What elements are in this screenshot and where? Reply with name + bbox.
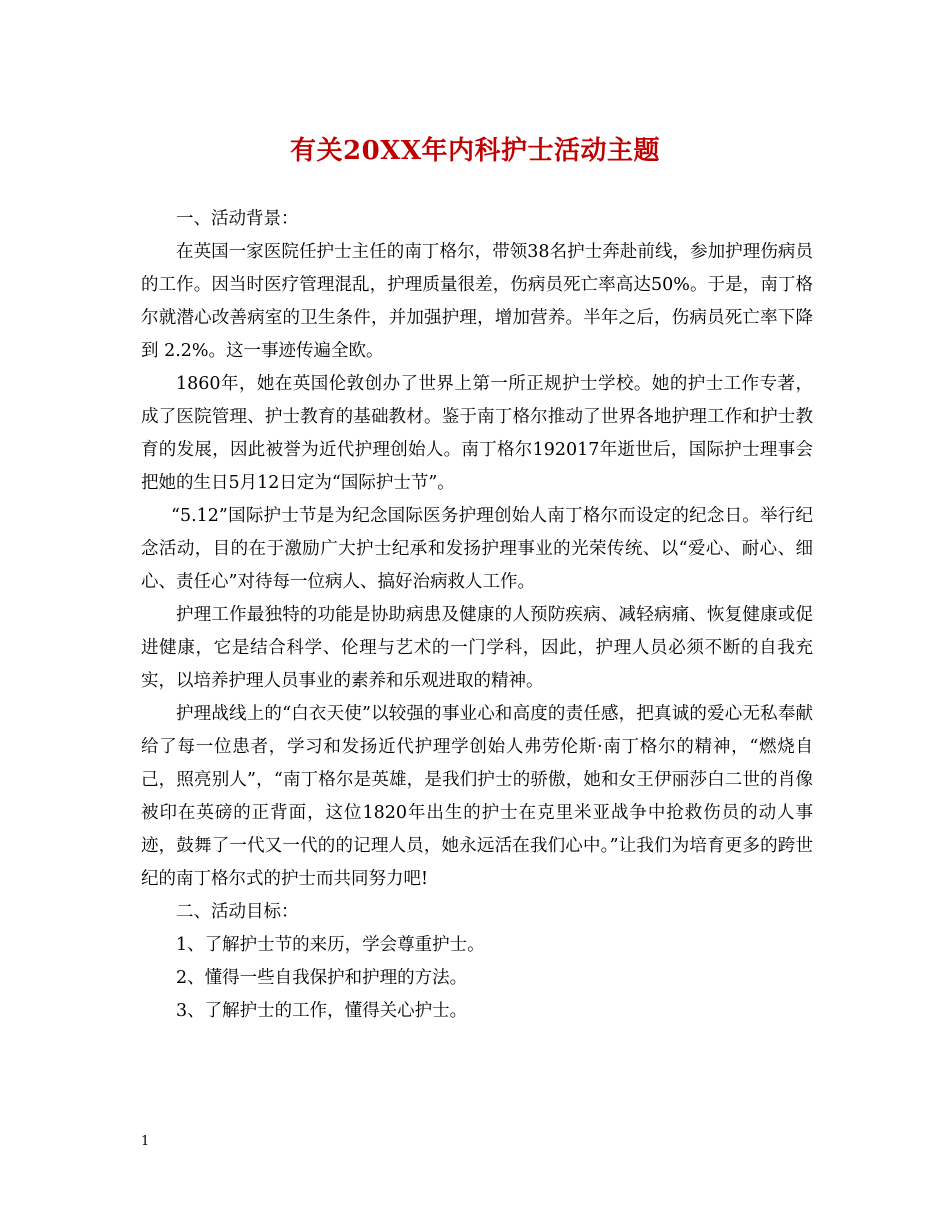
section-heading-goals: 二、活动目标： (176, 902, 299, 922)
list-item: 3、了解护士的工作，懂得关心护士。 (176, 1001, 468, 1021)
page-number: 1 (141, 1134, 150, 1149)
paragraph: 护理战线上的“白衣天使”以较强的事业心和高度的责任感，把真诚的爱心无私奉献给了每一位患者，学习和发扬近代护理学创始人弗劳伦斯·南丁格尔的精神，“燃烧自己，照亮别人”，“南丁格尔是英雄，是我们护士的骄傲，她和女王伊丽莎白二世的肖像被印在英磅的正背面，这位1820年出生的护士在克里米亚战争中抢救伤员的动人事迹，鼓舞了一代又一代的的记理人员，她永远活在我们心中。”让我们为培育更多的跨世纪的南丁格尔式的护士而共同努力吧! (141, 704, 813, 889)
list-item: 1、了解护士节的来历，学会尊重护士。 (176, 935, 485, 955)
list-item: 2、懂得一些自我保护和护理的方法。 (176, 968, 468, 988)
document-title: 有关20XX年内科护士活动主题 (289, 136, 661, 166)
paragraph: “5.12”国际护士节是为纪念国际医务护理创始人南丁格尔而设定的纪念日。举行纪念活动，目的在于激励广大护士纪承和发扬护理事业的光荣传统、以“爱心、耐心、细心、责任心”对待每一位病人、搞好治病救人工作。 (141, 506, 813, 592)
section-heading-background: 一、活动背景： (176, 209, 299, 229)
document-body (141, 203, 813, 1028)
paragraph: 1860年，她在英国伦敦创办了世界上第一所正规护士学校。她的护士工作专著，成了医院管理、护士教育的基础教材。鉴于南丁格尔推动了世界各地护理工作和护士教育的发展，因此被誉为近代护理创始人。南丁格尔192017年逝世后，国际护士理事会把她的生日5月12日定为“国际护士节”。 (141, 374, 813, 493)
paragraph: 在英国一家医院任护士主任的南丁格尔，带领38名护士奔赴前线，参加护理伤病员的工作。因当时医疗管理混乱，护理质量很差，伤病员死亡率高达50%。于是，南丁格尔就潜心改善病室的卫生条件，并加强护理，增加营养。半年之后，伤病员死亡率下降到 2.2%。这一事迹传遍全欧。 (141, 242, 813, 361)
paragraph: 护理工作最独特的功能是协助病患及健康的人预防疾病、减轻病痛、恢复健康或促进健康，它是结合科学、伦理与艺术的一门学科，因此，护理人员必须不断的自我充实，以培养护理人员事业的素养和乐观进取的精神。 (141, 605, 813, 691)
